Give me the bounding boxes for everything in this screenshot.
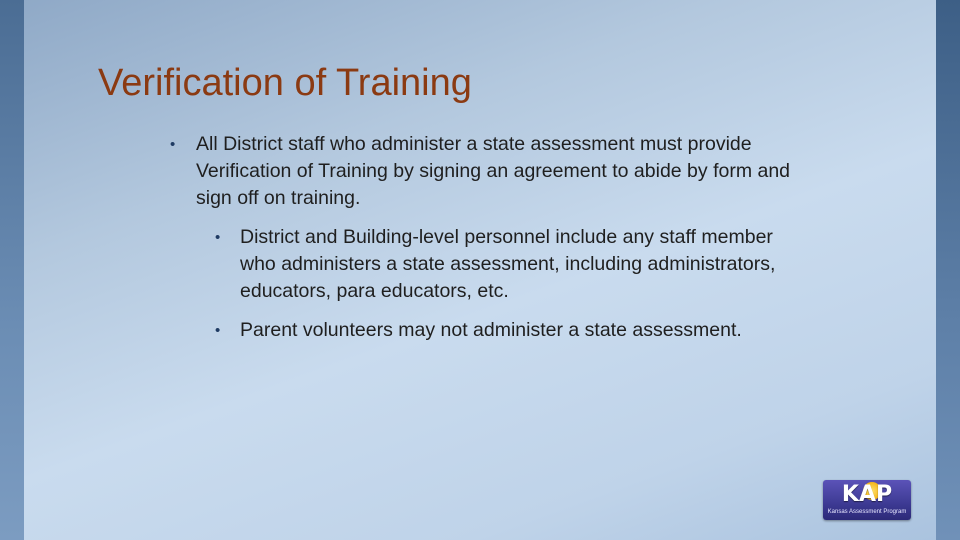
bullet-dot-icon: • bbox=[215, 322, 221, 339]
sub-bullet-item bbox=[170, 224, 810, 305]
left-edge-band bbox=[0, 0, 24, 540]
sub-bullet-text: Parent volunteers may not administer a state assessment. bbox=[240, 319, 742, 341]
kap-logo bbox=[823, 480, 911, 520]
logo-wordmark: KAP bbox=[841, 482, 893, 507]
bullet-item bbox=[170, 131, 810, 212]
slide-title: Verification of Training bbox=[98, 62, 472, 104]
right-edge-band bbox=[936, 0, 960, 540]
sub-bullet-item bbox=[170, 317, 810, 344]
bullet-text: All District staff who administer a state assessment must provide Verification of Training by signing an agreement to abide by form and sign off on training. bbox=[196, 133, 791, 209]
bullet-dot-icon: • bbox=[215, 229, 221, 246]
logo-tagline: Kansas Assessment Program bbox=[827, 509, 907, 515]
sub-bullet-text: District and Building-level personnel include any staff member who administers a state assessment, including administrators, educators, para educators, etc. bbox=[240, 226, 776, 302]
bullet-list bbox=[170, 131, 810, 344]
bullet-dot-icon: • bbox=[170, 136, 176, 153]
